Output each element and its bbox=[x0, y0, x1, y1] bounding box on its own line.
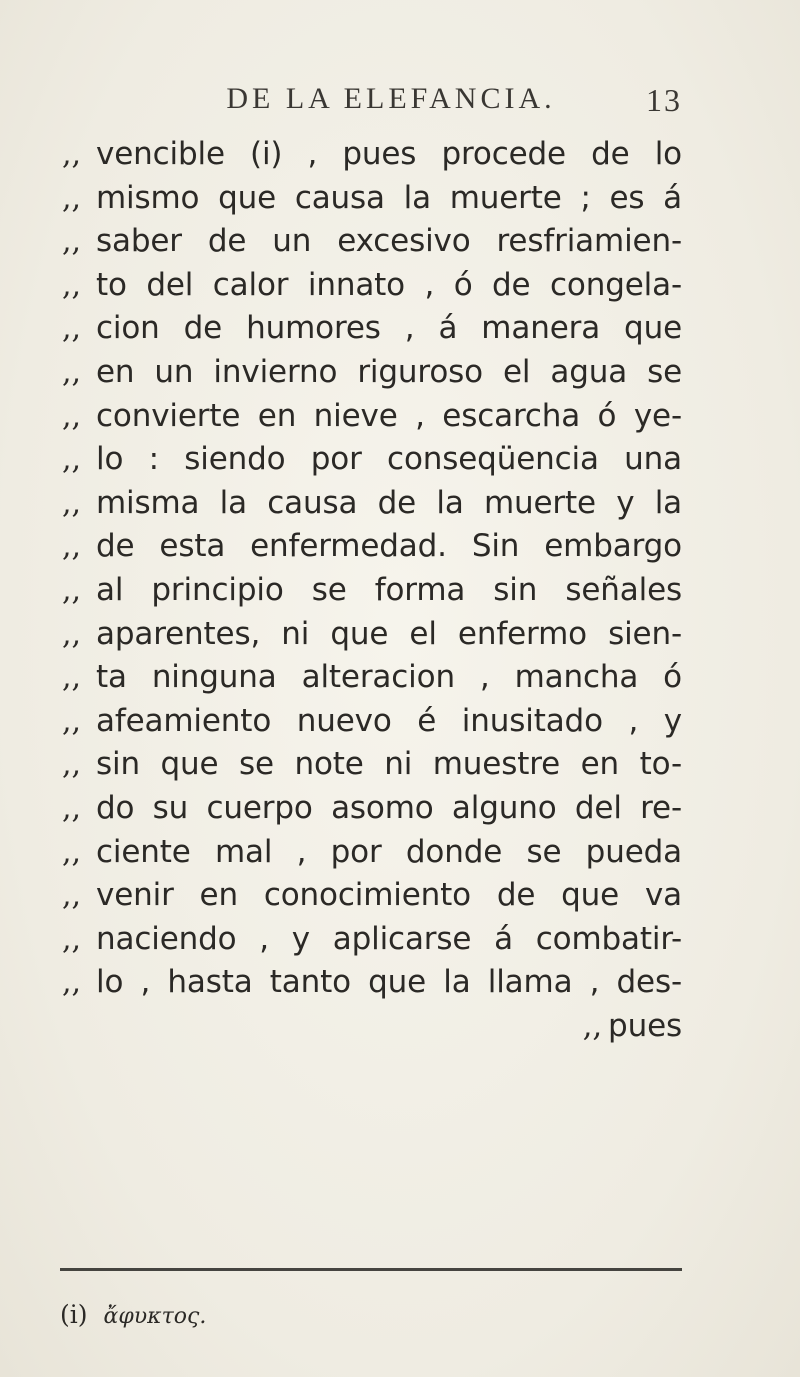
line-text: ciente mal , por donde se pueda bbox=[96, 833, 682, 870]
line-text: misma la causa de la muerte y la bbox=[96, 484, 682, 521]
line-text: ta ninguna alteracion , mancha ó bbox=[96, 659, 682, 696]
footnote-mark: (i) bbox=[60, 1300, 88, 1329]
line-text: to del calor innato , ó de congela- bbox=[96, 266, 682, 303]
quotation-mark: ,, bbox=[62, 572, 82, 608]
text-line bbox=[62, 398, 682, 442]
text-line bbox=[62, 354, 682, 398]
text-line bbox=[62, 485, 682, 529]
line-text: convierte en nieve , escarcha ó ye- bbox=[96, 397, 682, 434]
line-text: lo , hasta tanto que la llama , des- bbox=[96, 964, 682, 1001]
quotation-mark: ,, bbox=[62, 137, 82, 172]
quotation-mark: ,, bbox=[62, 965, 82, 1001]
catchword-quotation-mark: ,, bbox=[582, 1007, 603, 1044]
footnote-rule bbox=[60, 1268, 682, 1271]
quotation-mark: ,, bbox=[62, 921, 82, 957]
body-text bbox=[62, 136, 682, 1051]
footnote bbox=[60, 1300, 206, 1329]
quotation-mark: ,, bbox=[62, 224, 82, 260]
text-line bbox=[62, 659, 682, 703]
line-text: aparentes, ni que el enfermo sien- bbox=[96, 615, 682, 652]
text-line bbox=[62, 223, 682, 267]
text-line bbox=[62, 616, 682, 660]
catchword-text: pues bbox=[608, 1007, 682, 1044]
quotation-mark: ,, bbox=[62, 354, 82, 390]
line-text: do su cuerpo asomo alguno del re- bbox=[96, 789, 682, 826]
catchword-line bbox=[62, 1008, 682, 1052]
running-head-title: DE LA ELEFANCIA. bbox=[226, 82, 556, 115]
catchword bbox=[62, 1008, 682, 1044]
text-line bbox=[62, 964, 682, 1008]
line-text: naciendo , y aplicarse á combatir- bbox=[96, 920, 682, 957]
text-line bbox=[62, 877, 682, 921]
quotation-mark: ,, bbox=[62, 311, 82, 347]
text-line bbox=[62, 180, 682, 224]
quotation-mark: ,, bbox=[62, 485, 82, 521]
line-text: en un invierno riguroso el agua se bbox=[96, 353, 682, 390]
quotation-mark: ,, bbox=[62, 398, 82, 434]
line-text: cion de humores , á manera que bbox=[96, 310, 682, 347]
line-text: al principio se forma sin señales bbox=[96, 571, 682, 608]
quotation-mark: ,, bbox=[62, 442, 82, 478]
text-line bbox=[62, 267, 682, 311]
quotation-mark: ,, bbox=[62, 703, 82, 739]
text-line bbox=[62, 572, 682, 616]
line-text: de esta enfermedad. Sin embargo bbox=[96, 528, 682, 565]
quotation-mark: ,, bbox=[62, 267, 82, 303]
text-line bbox=[62, 310, 682, 354]
quotation-mark: ,, bbox=[62, 529, 82, 565]
quotation-mark: ,, bbox=[62, 878, 82, 914]
line-text: lo : siendo por conseqüencia una bbox=[96, 441, 682, 478]
quotation-mark: ,, bbox=[62, 790, 82, 826]
quotation-mark: ,, bbox=[62, 180, 82, 216]
text-line bbox=[62, 921, 682, 965]
quotation-mark: ,, bbox=[62, 660, 82, 696]
text-line bbox=[62, 441, 682, 485]
quotation-mark: ,, bbox=[62, 834, 82, 870]
text-line bbox=[62, 746, 682, 790]
text-line bbox=[62, 790, 682, 834]
line-text: saber de un excesivo resfriamien- bbox=[96, 223, 682, 260]
text-line bbox=[62, 834, 682, 878]
footnote-text: ἄφυκτος. bbox=[103, 1304, 207, 1329]
page-number: 13 bbox=[646, 82, 682, 118]
quotation-mark: ,, bbox=[62, 747, 82, 783]
line-text: sin que se note ni muestre en to- bbox=[96, 746, 682, 783]
text-line bbox=[62, 528, 682, 572]
line-text: venir en conocimiento de que va bbox=[96, 877, 682, 914]
line-text: afeamiento nuevo é inusitado , y bbox=[96, 702, 682, 739]
text-line bbox=[62, 703, 682, 747]
text-line bbox=[62, 136, 682, 180]
quotation-mark: ,, bbox=[62, 616, 82, 652]
running-head bbox=[0, 82, 800, 122]
line-text: vencible (i) , pues procede de lo bbox=[96, 136, 682, 172]
line-text: mismo que causa la muerte ; es á bbox=[96, 179, 682, 216]
